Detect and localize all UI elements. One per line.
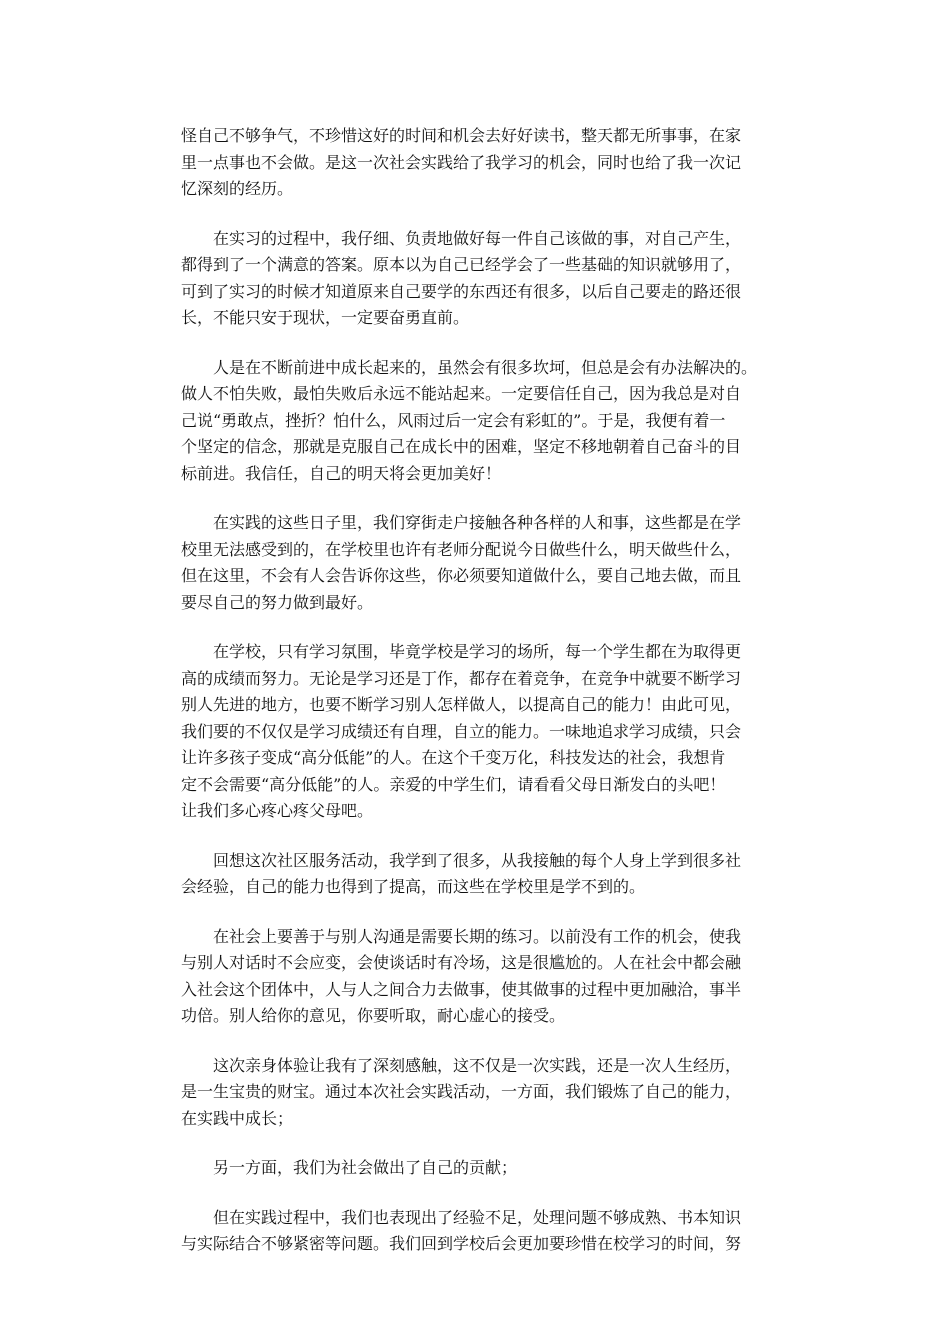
paragraph-2: 在实习的过程中，我仔细、负责地做好每一件自己该做的事，对自己产生， 都得到了一个满意的答案。原本以为自己已经学会了一些基础的知识就够用了， 可到了实习的时候才知道原来自己要学的东西还有很多，以后自己要走的路还很 长，不能只安于现状，一定要奋勇直前。 — [181, 228, 742, 327]
document-body — [181, 123, 781, 1281]
paragraph-1: 怪自己不够争气，不珍惜这好的时间和机会去好好读书，整天都无所事事，在家 里一点事也不会做。是这一次社会实践给了我学习的机会，同时也给了我一次记 忆深刻的经历。 — [181, 126, 742, 198]
paragraph-7: 在社会上要善于与别人沟通是需要长期的练习。以前没有工作的机会，使我 与别人对话时不会应变，会使谈话时有冷场，这是很尴尬的。人在社会中都会融 入社会这个团体中，人与人之间合力去做事，使其做事的过程中更加融洽，事半 功倍。别人给你的意见，你要听取，耐心虚心的接受。 — [181, 926, 742, 1025]
paragraph-4: 在实践的这些日子里，我们穿街走户接触各种各样的人和事，这些都是在学 校里无法感受到的，在学校里也许有老师分配说今日做些什么，明天做些什么， 但在这里，不会有人会告诉你这些，你必须要知道做什么，要自己地去做，而且 要尽自己的努力做到最好。 — [181, 513, 742, 612]
paragraph-10: 但在实践过程中，我们也表现出了经验不足，处理问题不够成熟、书本知识 与实际结合不够紧密等问题。我们回到学校后会更加要珍惜在校学习的时间，努 — [181, 1207, 742, 1253]
paragraph-9: 另一方面，我们为社会做出了自己的贡献； — [213, 1158, 518, 1177]
paragraph-8: 这次亲身体验让我有了深刻感触，这不仅是一次实践，还是一次人生经历， 是一生宝贵的财宝。通过本次社会实践活动，一方面，我们锻炼了自己的能力， 在实践中成长； — [181, 1055, 742, 1128]
paragraph-5: 在学校，只有学习氛围，毕竟学校是学习的场所，每一个学生都在为取得更 高的成绩而努力。无论是学习还是丁作，都存在着竞争，在竞争中就要不断学习 别人先进的地方，也要不断学习别人怎样做人，以提高自己的能力！由此可见， 我们要的不仅仅是学习成绩还有自理，自立的能力。一味地追求学习成绩，只会 让许多孩子变成“高分低能”的人。在这个千变万化，科技发达的社会，我想肯 定不会需要“高分低能”的人。亲爱的中学生们，请看看父母日渐发白的头吧！ 让我们多心疼心疼父母吧。 — [181, 642, 742, 820]
paragraph-6: 回想这次社区服务活动，我学到了很多，从我接触的每个人身上学到很多社 会经验，自己的能力也得到了提高，而这些在学校里是学不到的。 — [181, 850, 742, 896]
paragraph-3: 人是在不断前进中成长起来的，虽然会有很多坎坷，但总是会有办法解决的。 做人不怕失败，最怕失败后永远不能站起来。一定要信任自己，因为我总是对自 己说“勇敢点，挫折？怕什么，风雨过后一定会有彩虹的”。于是，我便有着一 个坚定的信念，那就是克服自己在成长中的困难，坚定不移地朝着自己奋斗的目 标前进。我信任，自己的明天将会更加美好！ — [181, 357, 758, 483]
